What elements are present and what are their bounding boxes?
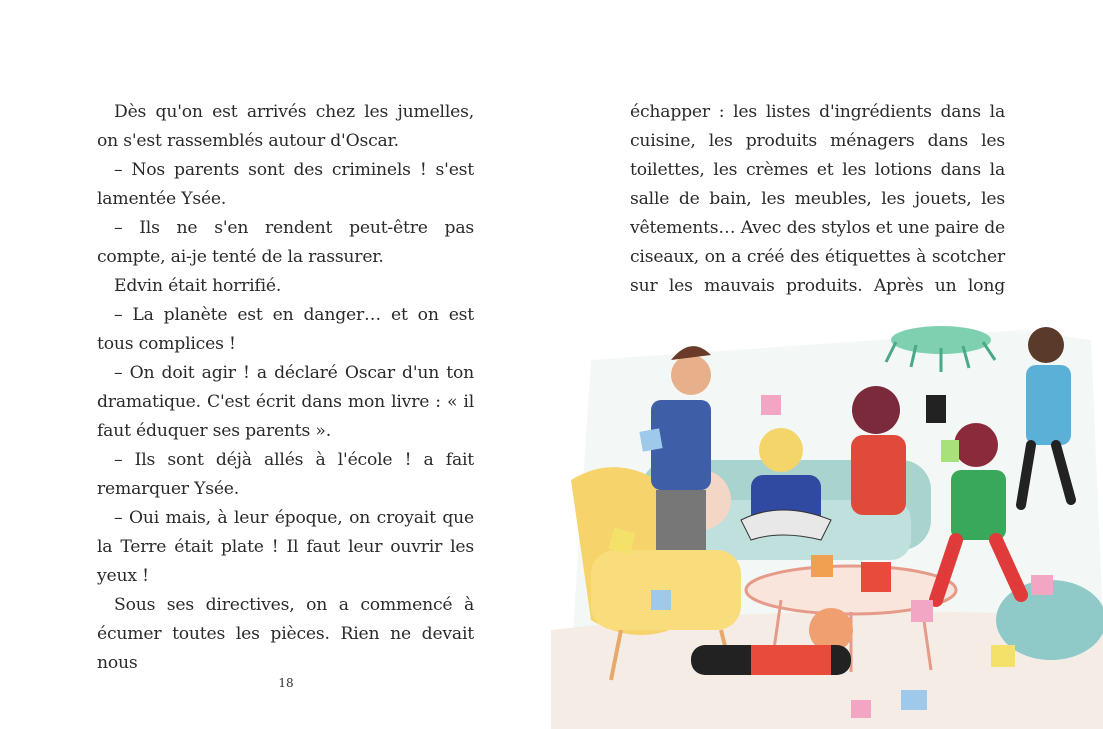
paragraph: Edvin était horrifié. (114, 276, 282, 296)
children-labeling-room-illustration (551, 300, 1103, 729)
paragraph: – Ils ne s'en rendent peut-être pas compte, ai-je tenté de la rassurer. (97, 218, 474, 267)
page-number: 18 (278, 676, 294, 690)
paragraph: – La planète est en danger… et on est tous complices ! (97, 305, 474, 354)
paragraph: échapper : les listes d'ingrédients dans la cuisine, les produits ménagers dans les toilettes, les crèmes et les lotions dans la salle de bain, les meubles, les jouets, les vêtements… Avec des stylos et une paire de ciseaux, on a créé des étiquettes à scotcher sur les mauvais produits. Après un long (630, 102, 1005, 296)
left-page (0, 0, 551, 729)
paragraph: – Nos parents sont des criminels ! s'est lamentée Ysée. (97, 160, 474, 209)
paragraph: – Oui mais, à leur époque, on croyait que la Terre était plate ! Il faut leur ouvrir les yeux ! (97, 508, 474, 586)
paragraph: – Ils sont déjà allés à l'école ! a fait remarquer Ysée. (97, 450, 474, 499)
paragraph: Dès qu'on est arrivés chez les jumelles, on s'est rassemblés autour d'Oscar. (97, 102, 474, 151)
right-page (551, 0, 1103, 729)
left-page-text (97, 98, 474, 678)
paragraph: – On doit agir ! a déclaré Oscar d'un ton dramatique. C'est écrit dans mon livre : « il faut éduquer ses parents ». (97, 363, 474, 441)
right-page-text (630, 98, 1005, 330)
paragraph: Sous ses directives, on a commencé à écumer toutes les pièces. Rien ne devait nous (97, 595, 474, 673)
illustration-drawing (551, 300, 1103, 729)
